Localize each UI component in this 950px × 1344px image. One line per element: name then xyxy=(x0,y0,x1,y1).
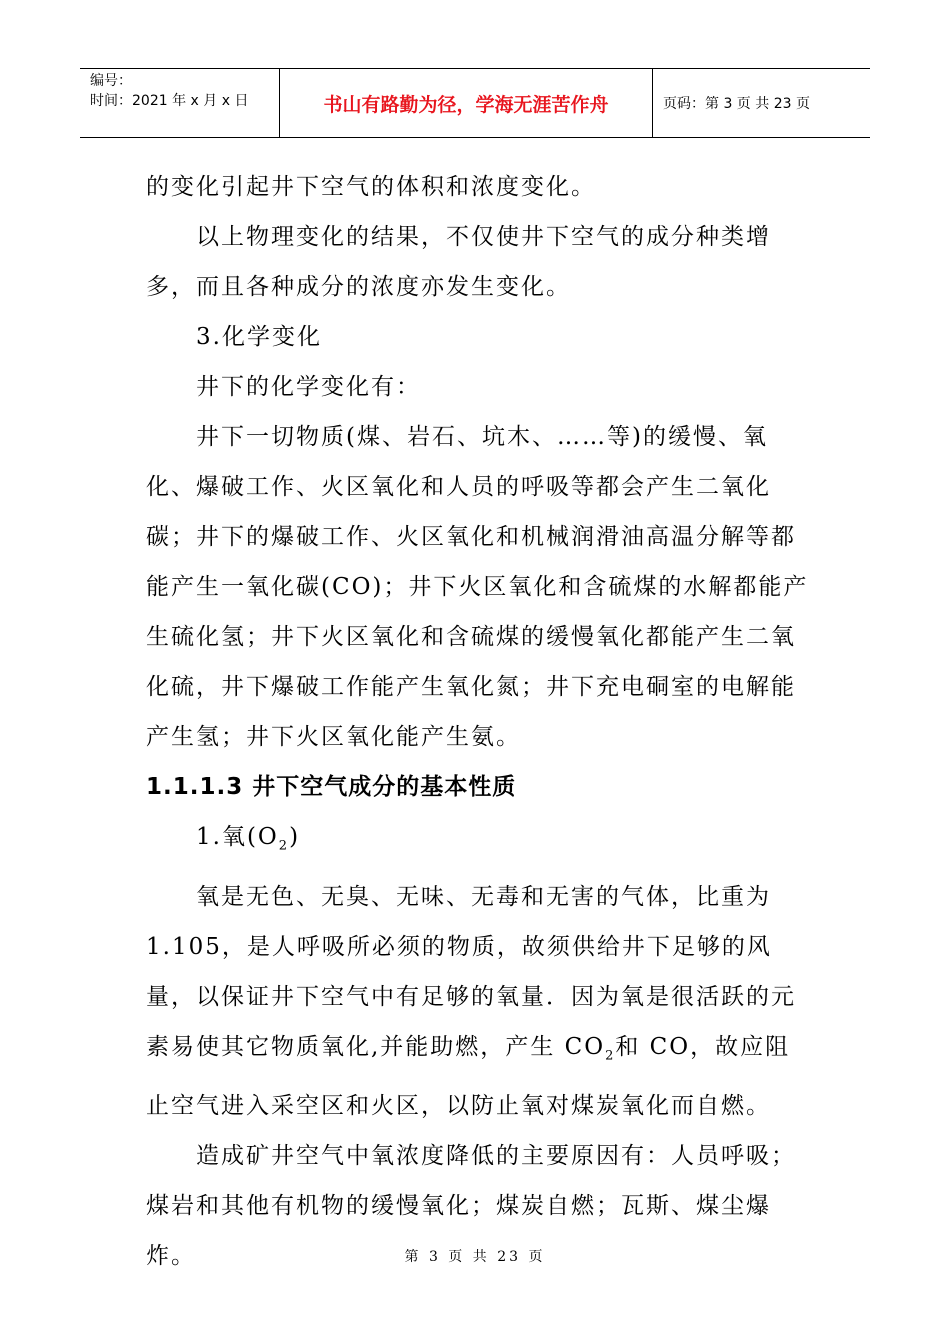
paragraph-7b-pre: 产生 CO xyxy=(505,1033,606,1060)
motto: 书山有路勤为径，学海无涯苦作舟 xyxy=(280,69,653,137)
paragraph-3: 3.化学变化 xyxy=(196,324,322,350)
paragraph-7 xyxy=(146,872,814,1132)
header-table xyxy=(80,68,870,138)
oxygen-subscript: 2 xyxy=(278,838,290,854)
paragraph-8: 造成矿井空气中氧浓度降低的主要原因有：人员呼吸；煤岩和其他有机物的缓慢氧化；煤炭自燃；瓦斯、煤尘爆炸。 xyxy=(146,1143,796,1270)
oxygen-title: 1.氧(O xyxy=(196,824,279,850)
paragraph-1: 的变化引起井下空气的体积和浓度变化。 xyxy=(146,174,596,200)
page-info: 页码：第 3 页 共 23 页 xyxy=(663,96,810,112)
time-label: 时间：2021 年 x 月 x 日 xyxy=(90,93,249,109)
paragraph-6 xyxy=(146,812,814,872)
paragraph-5: 井下一切物质(煤、岩石、坑木、……等)的缓慢、氧化、爆破工作、火区氧化和人员的呼吸等都会产生二氧化碳；井下的爆破工作、火区氧化和机械润滑油高温分解等都能产生一氧化碳(CO)；井下火区氧化和含硫煤的水解都能产生硫化氢；井下火区氧化和含硫煤的缓慢氧化都能产生二氧化硫，井下爆破工作能产生氧化氮；井下充电硐室的电解能产生氢；井下火区氧化能产生氨。 xyxy=(146,424,809,750)
paragraph-2: 以上物理变化的结果，不仅使井下空气的成分种类增多，而且各种成分的浓度亦发生变化。 xyxy=(146,224,771,300)
paragraph-7-text: 氧是无色、无臭、无味、无毒和无害的气体，比重为1.105，是人呼吸所必须的物质，故须供给井下足够的风量，以保证井下空气中有足够的氧量．因为氧是很活跃的元素易使其它物质氧化,并能助燃， xyxy=(146,883,796,1060)
paragraph-4: 井下的化学变化有： xyxy=(196,374,421,400)
number-label: 编号： xyxy=(90,73,132,89)
oxygen-title-close: ) xyxy=(289,824,301,850)
header-left-cell xyxy=(80,69,280,137)
section-heading: 1.1.1.3 井下空气成分的基本性质 xyxy=(146,774,517,800)
co2-subscript: 2 xyxy=(605,1048,616,1064)
document-body xyxy=(146,162,814,1281)
paragraph-7b-post: 和 CO，故应阻止空气进入采空区和火区，以防止氧对煤炭氧化而自燃。 xyxy=(146,1033,791,1120)
page-footer: 第 3 页 共 23 页 xyxy=(404,1249,546,1265)
